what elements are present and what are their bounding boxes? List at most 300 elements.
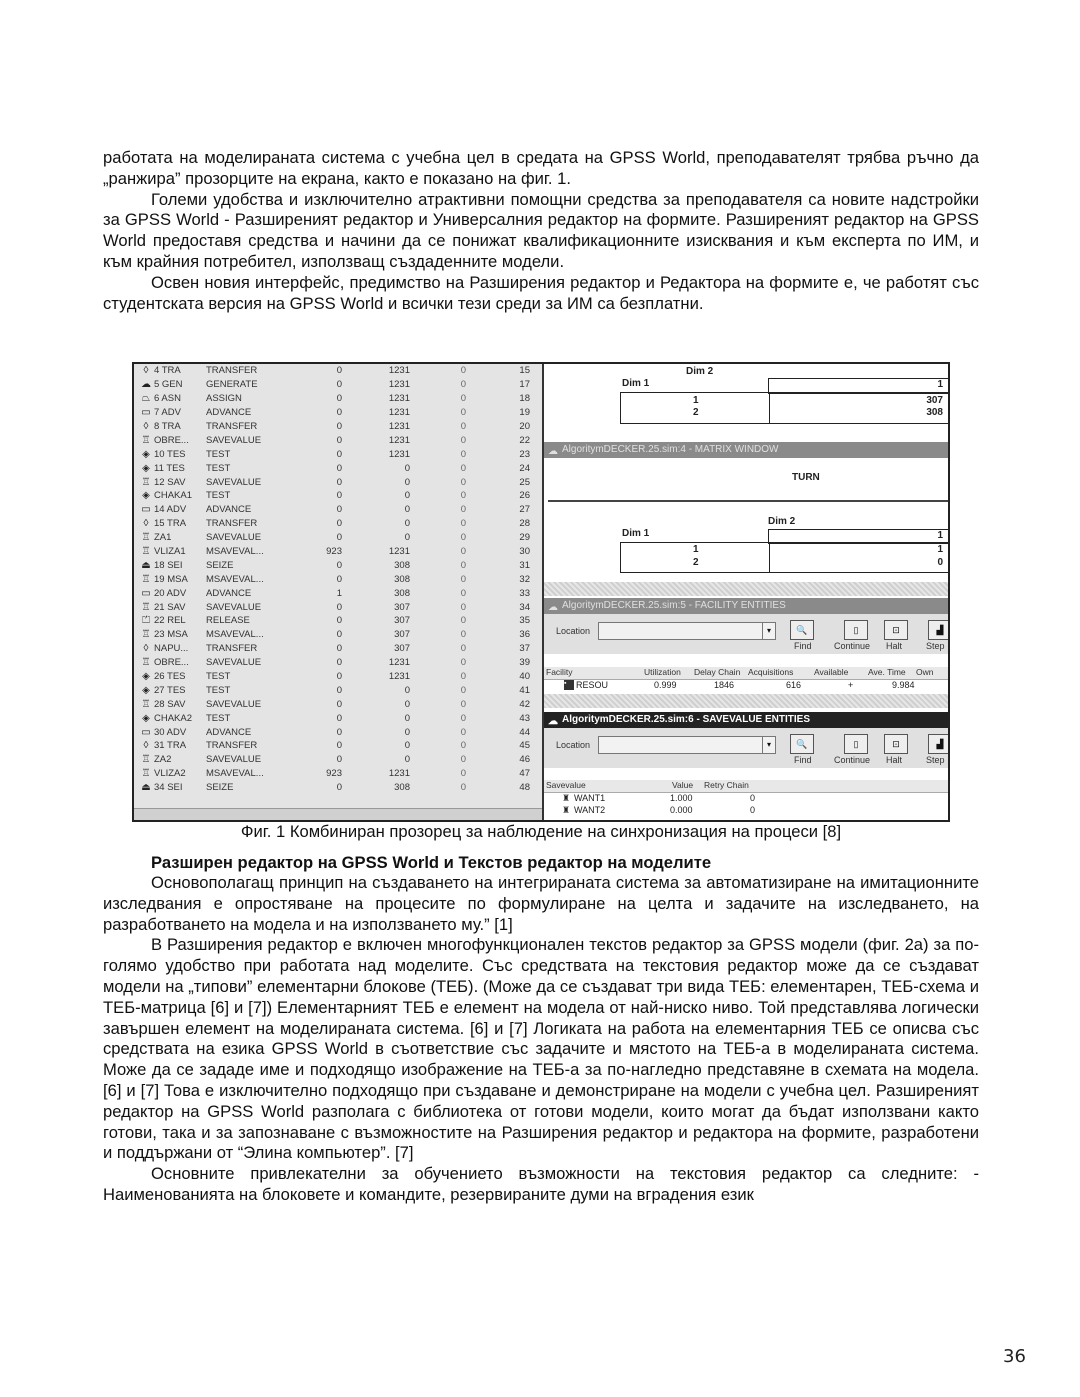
- block-type: MSAVEVAL...: [206, 768, 264, 780]
- block-type: TEST: [206, 712, 231, 724]
- paragraph: Големи удобства и изключително атрактивни помощни средства за преподавателя са новите надстройки за GPSS World - Разширеният редактор и Универсалния редактор на формите. Разширеният редактор на GPSS World предоставя средства и начини да се понижат квалификационните изисквания и към експерта по ИМ, и към крайния потребител, използващ създаденните модели.: [103, 189, 979, 271]
- line-number: 18: [519, 393, 530, 405]
- entry-count: 0: [404, 504, 410, 516]
- text-top: [103, 148, 979, 314]
- block-list-hscrollbar[interactable]: [134, 808, 542, 820]
- block-label: OBRE...: [154, 657, 189, 669]
- halt-button[interactable]: ⊡: [884, 620, 908, 640]
- retry-count: 0: [460, 573, 466, 585]
- retry-count: 0: [460, 587, 466, 599]
- line-number: 34: [519, 601, 530, 613]
- block-label: 12 SAV: [154, 476, 186, 488]
- retry-count: 0: [460, 782, 466, 794]
- line-number: 20: [519, 421, 530, 432]
- current-count: 0: [336, 657, 342, 669]
- section-heading: Разширен редактор на GPSS World и Текстов редактор на моделите: [151, 853, 712, 872]
- retry-count: 0: [460, 365, 466, 377]
- transfer-icon: ◊: [143, 365, 149, 377]
- entry-count: 1231: [388, 393, 410, 405]
- figure-caption: Фиг. 1 Комбиниран прозорец за наблюдение на синхронизация на процеси [8]: [240, 822, 842, 841]
- line-number: 45: [519, 740, 530, 752]
- current-count: 0: [336, 698, 342, 710]
- entry-count: 1231: [388, 365, 410, 377]
- block-row[interactable]: [134, 642, 542, 656]
- retry-count: 0: [460, 448, 466, 460]
- block-label: 31 TRA: [154, 740, 187, 752]
- line-number: 36: [519, 629, 530, 641]
- block-row[interactable]: [134, 406, 542, 420]
- matrix-body: 1 2 307 308: [620, 392, 949, 424]
- block-label: 34 SEI: [154, 782, 183, 794]
- block-type: ADVANCE: [206, 587, 252, 599]
- facility-grid-header: Facility Utilization Delay Chain Acquisitions Available Ave. Time Own: [544, 667, 948, 680]
- entry-count: 308: [394, 573, 410, 585]
- current-count: 0: [336, 740, 342, 752]
- retry-count: 0: [460, 462, 466, 474]
- location-input[interactable]: [598, 622, 776, 640]
- block-row[interactable]: [134, 392, 542, 406]
- line-number: 23: [519, 448, 530, 460]
- retry-count: 0: [460, 712, 466, 724]
- transfer-icon: ◊: [143, 518, 149, 530]
- search-icon: 🔍: [796, 625, 808, 635]
- block-type: TEST: [206, 462, 231, 474]
- search-icon: 🔍: [796, 739, 808, 749]
- entry-count: 0: [404, 698, 410, 710]
- block-row[interactable]: [134, 517, 542, 531]
- savevalue-icon: ♖: [141, 476, 151, 488]
- entry-count: 1231: [388, 448, 410, 460]
- matrix-name: TURN: [792, 472, 820, 483]
- block-label: 5 GEN: [154, 379, 183, 391]
- line-number: 24: [519, 462, 530, 474]
- current-count: 0: [336, 726, 342, 738]
- savevalue-icon: ♖: [141, 657, 151, 669]
- matrix-hscrollbar[interactable]: [544, 582, 948, 596]
- block-row[interactable]: [134, 670, 542, 684]
- block-label: VLIZA2: [154, 768, 186, 780]
- entry-count: 308: [394, 587, 410, 599]
- current-count: 0: [336, 573, 342, 585]
- transfer-icon: ◊: [143, 643, 149, 655]
- block-row[interactable]: [134, 531, 542, 545]
- line-number: 35: [519, 615, 530, 627]
- current-count: 0: [336, 629, 342, 641]
- step-button[interactable]: ▟: [928, 734, 950, 754]
- test-icon: ◈: [142, 448, 150, 460]
- current-count: 0: [336, 490, 342, 502]
- savevalue-toolbar: Location ▾ 🔍 Find ▯ Continue ⊡ Halt ▟ Step: [544, 728, 948, 768]
- block-row[interactable]: [134, 572, 542, 586]
- block-row[interactable]: [134, 489, 542, 503]
- line-number: 15: [519, 365, 530, 377]
- retry-count: 0: [460, 684, 466, 696]
- retry-count: 0: [460, 532, 466, 544]
- entry-count: 0: [404, 754, 410, 766]
- line-number: 41: [519, 684, 530, 696]
- entry-count: 0: [404, 726, 410, 738]
- block-row[interactable]: [134, 586, 542, 600]
- block-label: 18 SEI: [154, 559, 183, 571]
- current-count: 923: [326, 546, 342, 558]
- block-type: SAVEVALUE: [206, 476, 262, 488]
- gpss-app-icon: ☁: [548, 602, 558, 613]
- line-number: 46: [519, 754, 530, 766]
- current-count: 0: [336, 448, 342, 460]
- savevalue-row[interactable]: ♜ WANT1 1.000 0: [562, 793, 756, 803]
- entry-count: 307: [394, 643, 410, 655]
- savevalue-icon: ♜: [562, 793, 571, 803]
- msavevalue-icon: ♖: [141, 629, 151, 641]
- entry-count: 308: [394, 559, 410, 571]
- savevalue-icon: ♖: [141, 601, 151, 613]
- facility-icon: ▪: [564, 680, 574, 690]
- block-row[interactable]: [134, 739, 542, 753]
- entry-count: 1231: [388, 421, 410, 432]
- savevalue-icon: ♖: [141, 698, 151, 710]
- block-type: GENERATE: [206, 379, 258, 391]
- text-bottom: [103, 852, 979, 1206]
- line-number: 42: [519, 698, 530, 710]
- block-type: TEST: [206, 448, 231, 460]
- current-count: 0: [336, 365, 342, 377]
- retry-count: 0: [460, 629, 466, 641]
- line-number: 40: [519, 671, 530, 683]
- line-number: 31: [519, 559, 530, 571]
- block-type: TRANSFER: [206, 518, 258, 530]
- retry-count: 0: [460, 643, 466, 655]
- block-label: ZA2: [154, 754, 172, 766]
- block-row[interactable]: [134, 461, 542, 475]
- block-row[interactable]: [134, 711, 542, 725]
- block-list-window: [134, 364, 544, 820]
- block-row[interactable]: [134, 614, 542, 628]
- block-type: TRANSFER: [206, 740, 258, 752]
- block-row[interactable]: [134, 628, 542, 642]
- current-count: 0: [336, 671, 342, 683]
- block-label: 8 TRA: [154, 421, 181, 432]
- retry-count: 0: [460, 768, 466, 780]
- entry-count: 1231: [388, 379, 410, 391]
- entry-count: 1231: [388, 434, 410, 446]
- block-row[interactable]: [134, 503, 542, 517]
- retry-count: 0: [460, 518, 466, 530]
- retry-count: 0: [460, 434, 466, 446]
- block-row[interactable]: [134, 781, 542, 795]
- assign-icon: ⏢: [142, 393, 150, 405]
- retry-count: 0: [460, 698, 466, 710]
- block-label: 10 TES: [154, 448, 186, 460]
- seize-icon: ⏏: [141, 782, 151, 794]
- chevron-down-icon[interactable]: ▾: [762, 737, 775, 753]
- retry-count: 0: [460, 615, 466, 627]
- block-row[interactable]: [134, 600, 542, 614]
- retry-count: 0: [460, 726, 466, 738]
- block-label: 19 MSA: [154, 573, 188, 585]
- entry-count: 1231: [388, 768, 410, 780]
- retry-count: 0: [460, 754, 466, 766]
- block-type: SAVEVALUE: [206, 601, 262, 613]
- entry-count: 1231: [388, 546, 410, 558]
- line-number: 27: [519, 504, 530, 516]
- current-count: 0: [336, 476, 342, 488]
- block-label: 22 REL: [154, 615, 186, 627]
- block-label: CHAKA2: [154, 712, 193, 724]
- matrix-col-header: 1: [768, 378, 949, 394]
- retry-count: 0: [460, 559, 466, 571]
- advance-icon: ▭: [141, 726, 151, 738]
- line-number: 39: [519, 657, 530, 669]
- current-count: 0: [336, 379, 342, 391]
- current-count: 0: [336, 462, 342, 474]
- current-count: 0: [336, 712, 342, 724]
- line-number: 19: [519, 407, 530, 419]
- line-number: 44: [519, 726, 530, 738]
- block-row[interactable]: [134, 753, 542, 767]
- retry-count: 0: [460, 490, 466, 502]
- paragraph: В Разширения редактор е включен многофункционален текстов редактор за GPSS модели (фиг. 2а) за по-голямо удобство при работата над моделите. Със средствата на текстовия редактор може да се създават модели на „типови” елементарни блокове (ТЕБ). (Може да се създават три вида ТЕБ: елементарен, ТЕБ-схема и ТЕБ-матрица [6] и [7]) Елементарният ТЕБ е елемент на модела от най-ниско ниво. Той представлява логически завършен елемент на моделираната система. [6] и [7] Логиката на работа на елементарния ТЕБ се описва със средствата на езика GPSS World в съответствие със задачите и мястото на ТЕБ-а в моделираната система. Може да се зададе име и подходящо изображение на ТЕБ-а за по-нагледно представяне в схемата на модела. [6] и [7] Това е изключително подходящо при създаване и демонстриране на модели с учебна цел. Разширеният редактор на GPSS World разполага с библиотека от готови модели, които могат да бъдат използвани както готови, така и за запознаване с възможностите на Разширения редактор и редактора на формите, разработени и поддържани от “Элина компьютер”. [7]: [103, 935, 979, 1163]
- block-label: 14 ADV: [154, 504, 187, 516]
- block-row[interactable]: [134, 364, 542, 378]
- current-count: 0: [336, 434, 342, 446]
- entry-count: 0: [404, 490, 410, 502]
- block-type: SAVEVALUE: [206, 754, 262, 766]
- find-button[interactable]: [790, 620, 814, 640]
- facility-hscrollbar[interactable]: [544, 694, 948, 708]
- block-row[interactable]: [134, 545, 542, 559]
- block-type: SAVEVALUE: [206, 434, 262, 446]
- entry-count: 0: [404, 476, 410, 488]
- advance-icon: ▭: [141, 504, 151, 516]
- block-row[interactable]: [134, 558, 542, 572]
- savevalue-icon: ♖: [141, 532, 151, 544]
- retry-count: 0: [460, 476, 466, 488]
- entry-count: 1231: [388, 407, 410, 419]
- retry-count: 0: [460, 601, 466, 613]
- block-type: MSAVEVAL...: [206, 573, 264, 585]
- block-label: VLIZA1: [154, 546, 186, 558]
- msavevalue-icon: ♖: [141, 768, 151, 780]
- chevron-down-icon[interactable]: ▾: [762, 623, 775, 639]
- advance-icon: ▭: [141, 587, 151, 599]
- dim2-label: Dim 2: [686, 366, 714, 377]
- block-type: MSAVEVAL...: [206, 546, 264, 558]
- block-row[interactable]: [134, 767, 542, 781]
- line-number: 48: [519, 782, 530, 794]
- current-count: 0: [336, 754, 342, 766]
- line-number: 47: [519, 768, 530, 780]
- block-type: SAVEVALUE: [206, 657, 262, 669]
- transfer-icon: ◊: [143, 740, 149, 752]
- block-label: 28 SAV: [154, 698, 186, 710]
- test-icon: ◈: [142, 684, 150, 696]
- block-label: 23 MSA: [154, 629, 188, 641]
- current-count: 0: [336, 504, 342, 516]
- block-type: ADVANCE: [206, 407, 252, 419]
- savevalue-icon: ♖: [141, 434, 151, 446]
- block-label: ZA1: [154, 532, 172, 544]
- line-number: 22: [519, 434, 530, 446]
- retry-count: 0: [460, 657, 466, 669]
- msavevalue-icon: ♖: [141, 573, 151, 585]
- retry-count: 0: [460, 393, 466, 405]
- block-row[interactable]: [134, 433, 542, 447]
- msavevalue-icon: ♖: [141, 546, 151, 558]
- entry-count: 0: [404, 712, 410, 724]
- line-number: 37: [519, 643, 530, 655]
- block-type: SAVEVALUE: [206, 532, 262, 544]
- current-count: 0: [336, 782, 342, 794]
- block-label: 20 ADV: [154, 587, 187, 599]
- location-input[interactable]: [598, 736, 776, 754]
- retry-count: 0: [460, 407, 466, 419]
- current-count: 0: [336, 643, 342, 655]
- block-type: TRANSFER: [206, 421, 258, 432]
- block-row[interactable]: [134, 725, 542, 739]
- advance-icon: ▭: [141, 407, 151, 419]
- current-count: 1: [336, 587, 342, 599]
- entry-count: 0: [404, 518, 410, 530]
- line-number: 17: [519, 379, 530, 391]
- seize-icon: ⏏: [141, 559, 151, 571]
- continue-button[interactable]: ▯: [844, 620, 868, 640]
- line-number: 43: [519, 712, 530, 724]
- line-number: 28: [519, 518, 530, 530]
- savevalue-icon: ♜: [562, 805, 571, 815]
- halt-button[interactable]: ⊡: [884, 734, 908, 754]
- test-icon: ◈: [142, 712, 150, 724]
- block-label: CHAKA1: [154, 490, 193, 502]
- test-icon: ◈: [142, 671, 150, 683]
- line-number: 25: [519, 476, 530, 488]
- block-type: TEST: [206, 490, 231, 502]
- block-type: TEST: [206, 684, 231, 696]
- retry-count: 0: [460, 740, 466, 752]
- block-label: 30 ADV: [154, 726, 187, 738]
- page-number: 36: [1003, 1346, 1026, 1367]
- right-panels: Dim 2 Dim 1 1 1 2 307 308 ☁ AlgoritymDECKER.25.sim:4 - MATRIX WINDOW TURN Dim 2 Dim 1 1 1 2 1 0 ☁ AlgoritymDECKER.25.sim:5 - FACILITY ENTITIES Location ▾ 🔍 Find ▯ Continue ⊡ Halt ▟ Step Facility Utilization Delay Chain Acquisitions Available Ave. Time Own ▪ RESOU 0.999 1846 616 + 9.984 ☁ AlgoritymDECKER.25.sim:6 - SAVEVALUE ENTITIES Location ▾ 🔍 Find ▯ Continue ⊡ Halt ▟ Step Savevalue Value Retry Chain ♜ WANT1 1.000 0 ♜ WANT2 0.000 0: [544, 364, 948, 820]
- entry-count: 308: [394, 782, 410, 794]
- gpss-app-icon: ☁: [548, 716, 558, 727]
- current-count: 923: [326, 768, 342, 780]
- current-count: 0: [336, 601, 342, 613]
- entry-count: 307: [394, 615, 410, 627]
- block-label: 27 TES: [154, 684, 186, 696]
- block-type: ADVANCE: [206, 504, 252, 516]
- paragraph: Основополагащ принцип на създаването на интегрираната система за автоматизиране на имитационните изследвания е опростяване на процесите по формулиране на целта и задачите на изследването, на разработването на модела и на използването му.” [1]: [103, 873, 979, 934]
- savevalue-icon: ♖: [141, 754, 151, 766]
- step-button[interactable]: ▟: [928, 620, 950, 640]
- matrix-window-titlebar[interactable]: ☁ AlgoritymDECKER.25.sim:4 - MATRIX WINDOW: [544, 442, 948, 458]
- block-label: NAPU...: [154, 643, 189, 655]
- entry-count: 0: [404, 684, 410, 696]
- block-label: 7 ADV: [154, 407, 181, 419]
- line-number: 33: [519, 587, 530, 599]
- block-row[interactable]: [134, 683, 542, 697]
- line-number: 26: [519, 490, 530, 502]
- transfer-icon: ◊: [143, 421, 149, 432]
- current-count: 0: [336, 615, 342, 627]
- current-count: 0: [336, 684, 342, 696]
- block-type: SEIZE: [206, 782, 234, 794]
- entry-count: 0: [404, 740, 410, 752]
- paragraph: Основните привлекателни за обучението възможности на текстовия редактор са следните: - Наименованията на блоковете и командите, резервираните думи на вградения език: [103, 1164, 979, 1204]
- facility-toolbar: Location ▾ 🔍 Find ▯ Continue ⊡ Halt ▟ Step: [544, 614, 948, 654]
- paragraph: работата на моделираната система с учебна цел в средата на GPSS World, преподавателят трябва ръчно да „ранжира” прозорците на екрана, както е показано на фиг. 1.: [103, 148, 979, 188]
- block-row[interactable]: [134, 475, 542, 489]
- block-type: SEIZE: [206, 559, 234, 571]
- block-row[interactable]: [134, 697, 542, 711]
- current-count: 0: [336, 559, 342, 571]
- block-label: 21 SAV: [154, 601, 186, 613]
- entry-count: 0: [404, 462, 410, 474]
- block-row[interactable]: [134, 420, 542, 434]
- gpss-app-icon: ☁: [548, 446, 558, 457]
- block-label: 4 TRA: [154, 365, 181, 377]
- block-type: ADVANCE: [206, 726, 252, 738]
- block-type: MSAVEVAL...: [206, 629, 264, 641]
- block-label: 6 ASN: [154, 393, 181, 405]
- block-type: TRANSFER: [206, 365, 258, 377]
- savevalue-row[interactable]: ♜ WANT2 0.000 0: [562, 805, 756, 815]
- retry-count: 0: [460, 379, 466, 391]
- block-label: 11 TES: [154, 462, 185, 474]
- entry-count: 1231: [388, 671, 410, 683]
- block-label: 15 TRA: [154, 518, 187, 530]
- release-icon: ⏍: [142, 615, 150, 627]
- line-number: 30: [519, 546, 530, 558]
- current-count: 0: [336, 518, 342, 530]
- figure-screenshot: [132, 362, 950, 822]
- block-row[interactable]: [134, 656, 542, 670]
- facility-row[interactable]: ▪ RESOU 0.999 1846 616 + 9.984: [564, 680, 915, 690]
- current-count: 0: [336, 393, 342, 405]
- entry-count: 0: [404, 532, 410, 544]
- current-count: 0: [336, 532, 342, 544]
- block-type: RELEASE: [206, 615, 250, 627]
- block-type: ASSIGN: [206, 393, 242, 405]
- line-number: 29: [519, 532, 530, 544]
- block-type: TRANSFER: [206, 643, 258, 655]
- entry-count: 307: [394, 629, 410, 641]
- test-icon: ◈: [142, 490, 150, 502]
- block-type: SAVEVALUE: [206, 698, 262, 710]
- current-count: 0: [336, 421, 342, 432]
- generate-icon: ☁: [141, 379, 151, 391]
- block-row[interactable]: [134, 378, 542, 392]
- savevalue-grid-header: Savevalue Value Retry Chain: [544, 780, 948, 793]
- current-count: 0: [336, 407, 342, 419]
- paragraph: Освен новия интерфейс, предимство на Разширения редактор и Редактора на формите е, че работят със студентската версия на GPSS World и всички тези среди за ИМ са безплатни.: [103, 272, 979, 313]
- entry-count: 307: [394, 601, 410, 613]
- retry-count: 0: [460, 671, 466, 683]
- savevalue-window-titlebar[interactable]: ☁ AlgoritymDECKER.25.sim:6 - SAVEVALUE ENTITIES: [544, 712, 948, 728]
- find-button[interactable]: [790, 734, 814, 754]
- block-label: OBRE...: [154, 434, 189, 446]
- line-number: 32: [519, 573, 530, 585]
- retry-count: 0: [460, 504, 466, 516]
- block-type: TEST: [206, 671, 231, 683]
- block-label: 26 TES: [154, 671, 186, 683]
- retry-count: 0: [460, 421, 466, 432]
- test-icon: ◈: [142, 462, 150, 474]
- facility-window-titlebar[interactable]: ☁ AlgoritymDECKER.25.sim:5 - FACILITY ENTITIES: [544, 598, 948, 614]
- continue-button[interactable]: ▯: [844, 734, 868, 754]
- retry-count: 0: [460, 546, 466, 558]
- dim1-label: Dim 1: [622, 378, 650, 389]
- entry-count: 1231: [388, 657, 410, 669]
- block-row[interactable]: [134, 447, 542, 461]
